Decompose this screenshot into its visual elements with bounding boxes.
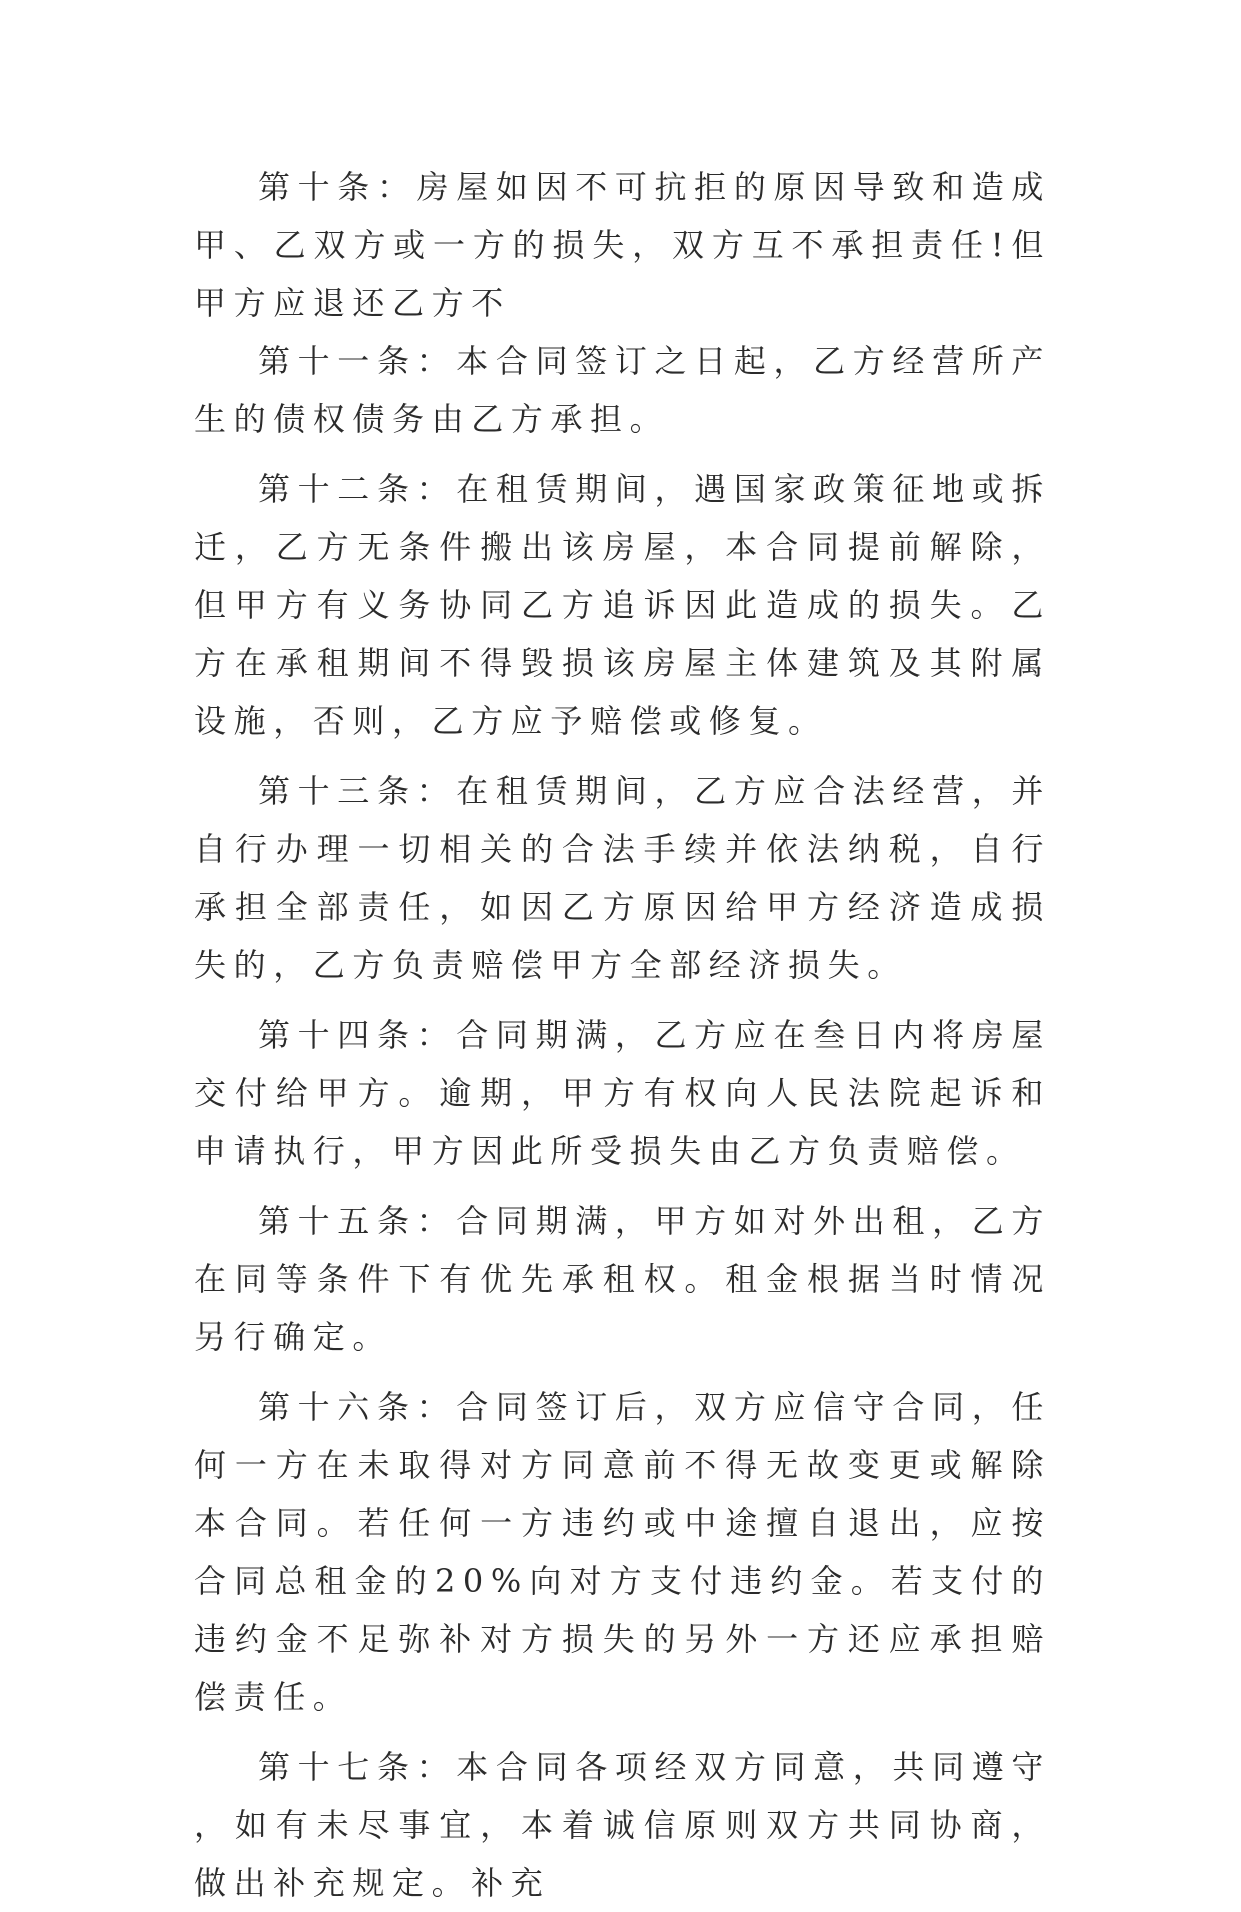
clause-15: 第十五条：合同期满，甲方如对外出租，乙方在同等条件下有优先承租权。租金根据当时情况另行确定。: [194, 1202, 1051, 1356]
contract-body: [194, 158, 1051, 1912]
clause-16: 第十六条：合同签订后，双方应信守合同，任何一方在未取得对方同意前不得无故变更或解除本合同。若任何一方违约或中途擅自退出，应按合同总租金的20%向对方支付违约金。若支付的违约金不足弥补对方损失的另外一方还应承担赔偿责任。: [194, 1388, 1051, 1716]
clause-13: 第十三条：在租赁期间，乙方应合法经营，并自行办理一切相关的合法手续并依法纳税，自行承担全部责任，如因乙方原因给甲方经济造成损失的，乙方负责赔偿甲方全部经济损失。: [194, 772, 1051, 984]
clause-11: 第十一条：本合同签订之日起，乙方经营所产生的债权债务由乙方承担。: [194, 342, 1051, 438]
clause-12: 第十二条：在租赁期间，遇国家政策征地或拆迁，乙方无条件搬出该房屋，本合同提前解除，但甲方有义务协同乙方追诉因此造成的损失。乙方在承租期间不得毁损该房屋主体建筑及其附属设施，否则，乙方应予赔偿或修复。: [194, 470, 1051, 740]
clause-14: 第十四条：合同期满，乙方应在叁日内将房屋交付给甲方。逾期，甲方有权向人民法院起诉和申请执行，甲方因此所受损失由乙方负责赔偿。: [194, 1016, 1051, 1170]
clause-17: 第十七条：本合同各项经双方同意，共同遵守，如有未尽事宜，本着诚信原则双方共同协商，做出补充规定。补充: [194, 1748, 1051, 1902]
clause-10: 第十条：房屋如因不可抗拒的原因导致和造成甲、乙双方或一方的损失，双方互不承担责任!但甲方应退还乙方不: [194, 168, 1051, 322]
